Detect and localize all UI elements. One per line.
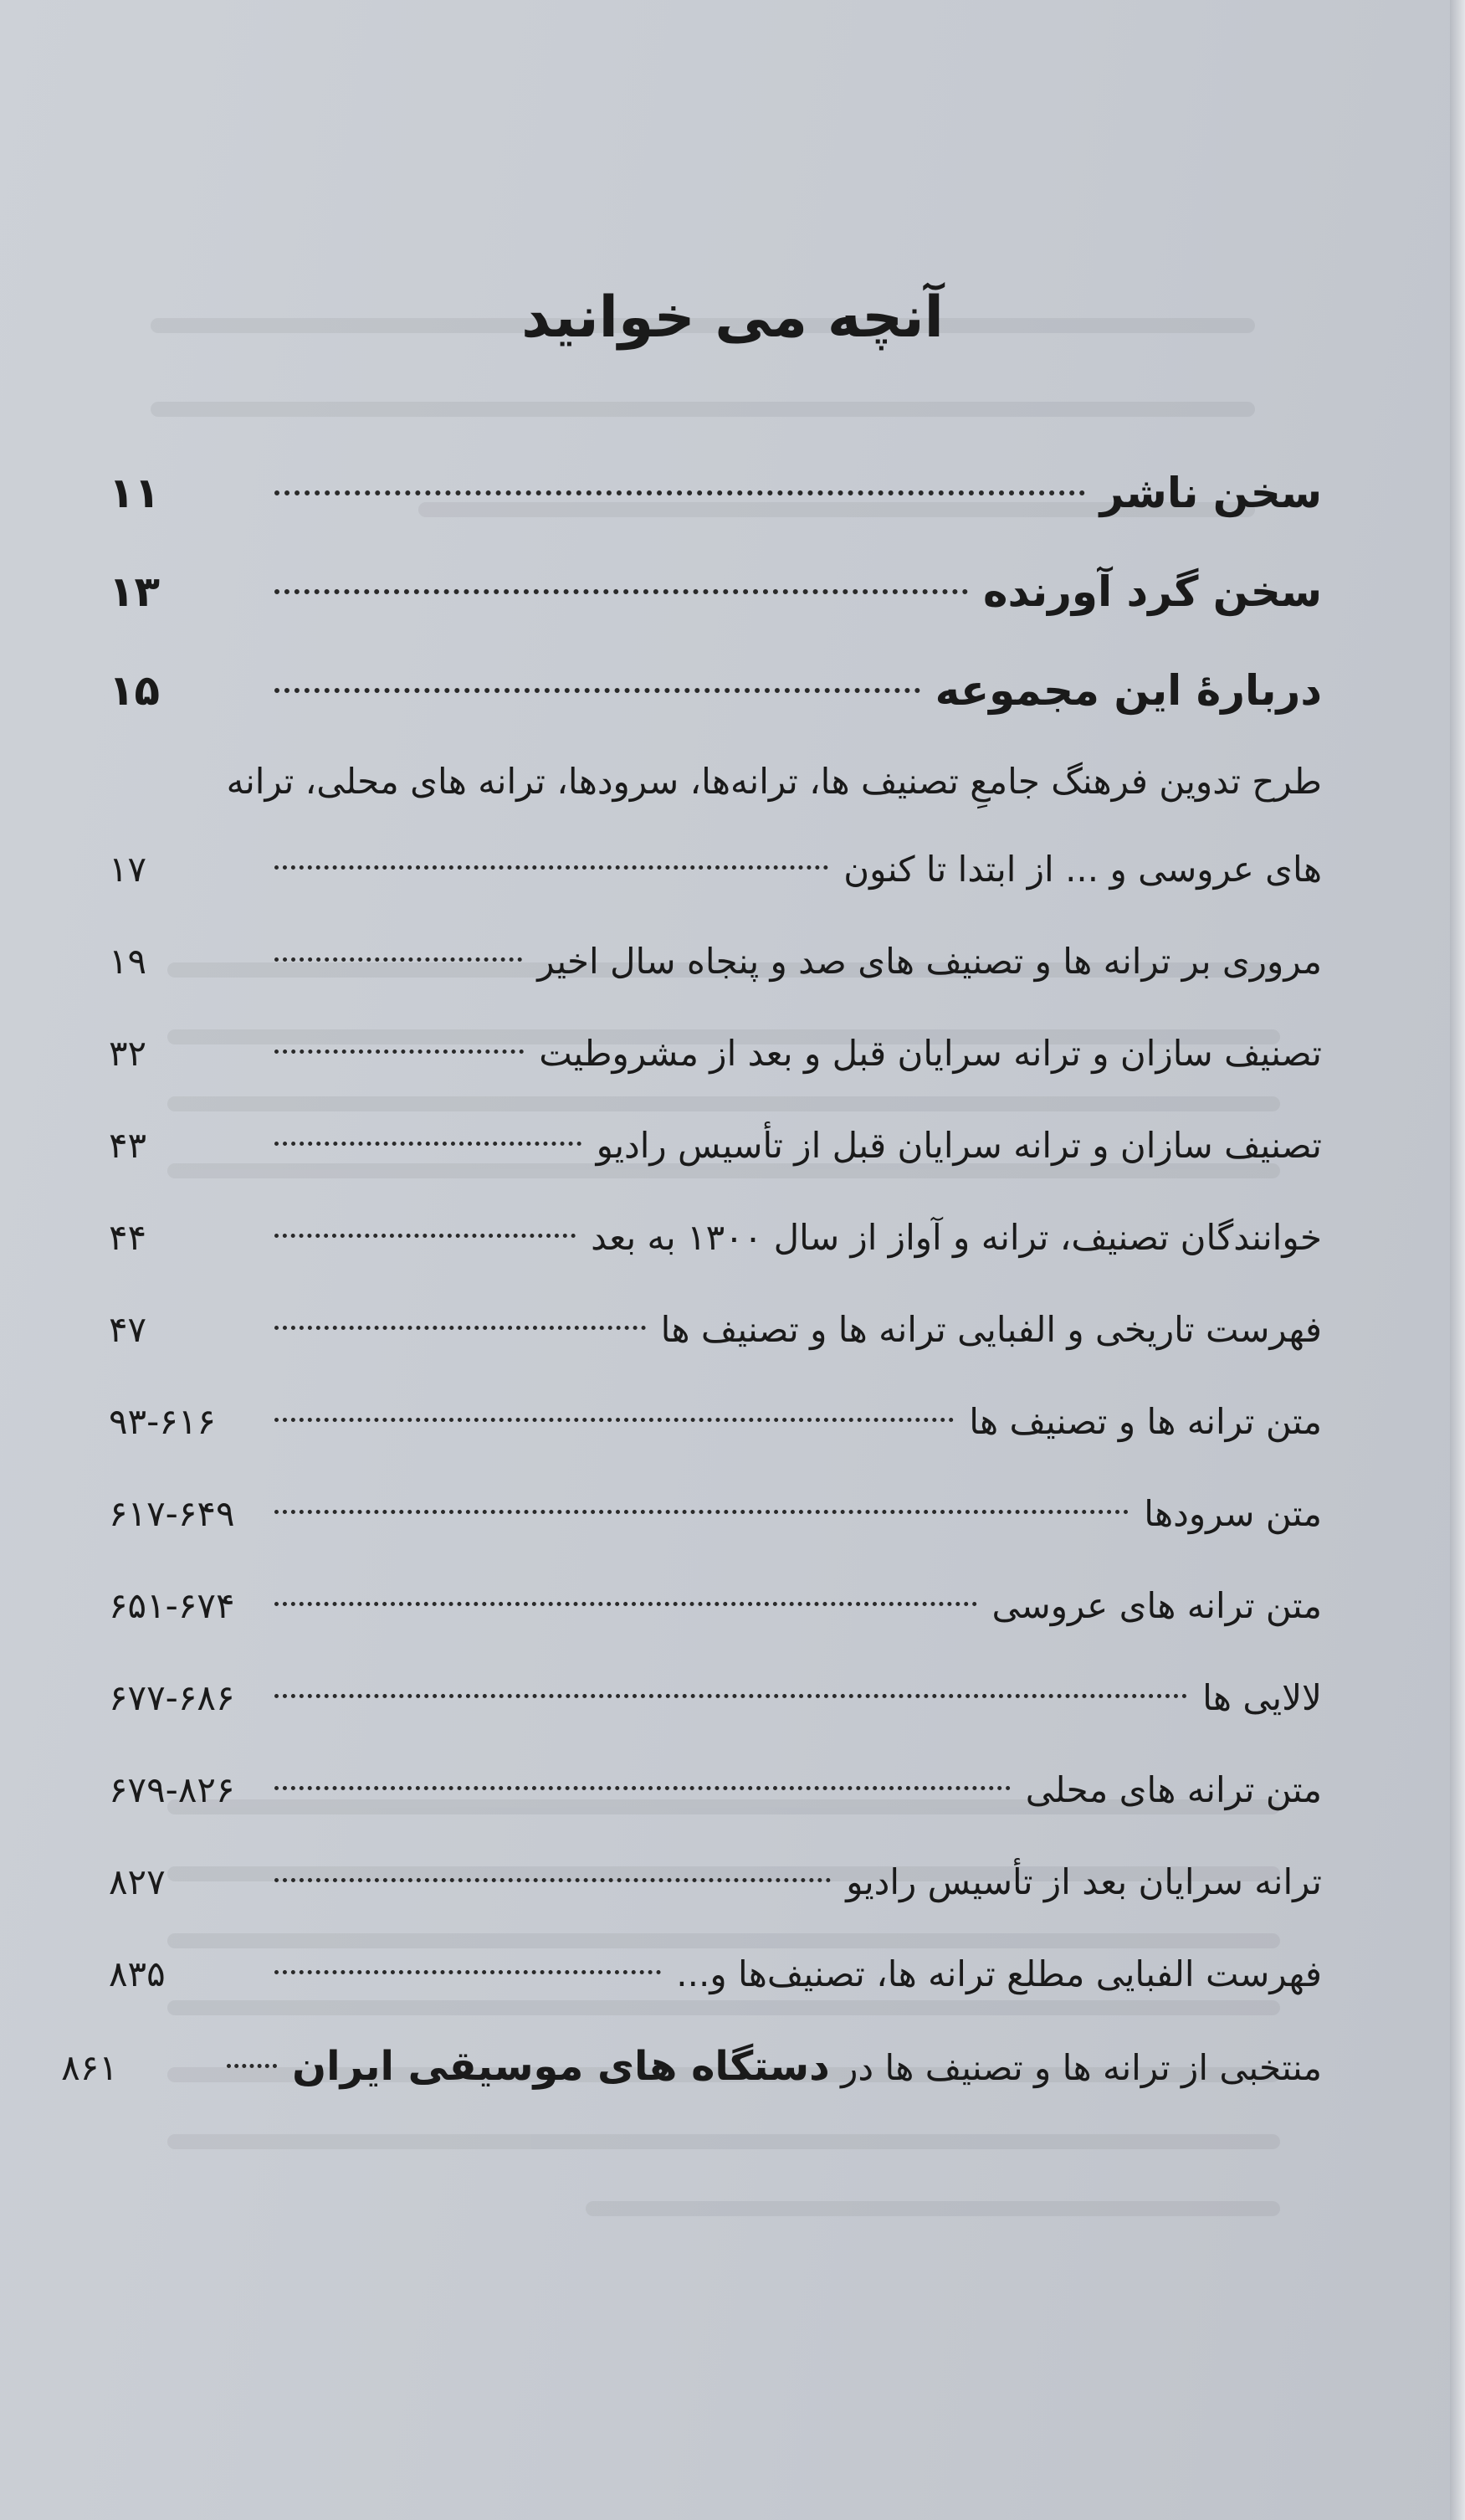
toc-entry-title: تصنیف سازان و ترانه سرایان قبل و بعد از مشروطیت: [539, 1033, 1322, 1074]
toc-page-number: ۸۲۷: [109, 1861, 166, 1902]
toc-entry-title: مروری بر ترانه ها و تصنیف های صد و پنجاه سال اخیر: [537, 941, 1322, 982]
toc-entry-title: تصنیف سازان و ترانه سرایان قبل از تأسیس رادیو: [596, 1125, 1322, 1166]
page-edge: [1450, 0, 1465, 2520]
toc-entry-title: خوانندگان تصنیف، ترانه و آواز از سال ۱۳۰۰ به بعد: [591, 1217, 1322, 1258]
toc-page-number: ۶۷۹-۸۲۶: [109, 1769, 235, 1810]
toc-row-alphabetical-index[interactable]: [109, 1928, 1322, 2020]
toc-entry-title: سخن گرد آورنده: [982, 567, 1322, 616]
toc-row-post-radio[interactable]: [109, 1836, 1322, 1928]
toc-row-compiler-note[interactable]: [109, 542, 1322, 641]
dot-leader: [274, 1786, 1011, 1790]
toc-row-anthems[interactable]: [109, 1468, 1322, 1560]
toc-row-pre-radio[interactable]: [109, 1100, 1322, 1192]
toc-row-constitutional-era[interactable]: [109, 1008, 1322, 1100]
table-of-contents: [61, 444, 1322, 2112]
toc-page-number: ۱۹: [109, 941, 147, 982]
toc-entry-title: ترانه سرایان بعد از تأسیس رادیو: [846, 1861, 1322, 1902]
toc-page-number: ۸۳۵: [109, 1953, 166, 1994]
toc-page-number: ۶۵۱-۶۷۴: [109, 1585, 235, 1626]
toc-entry-title-line2: های عروسی و ... از ابتدا تا کنون: [843, 849, 1322, 890]
toc-entry-title: فهرست الفبایی مطلع ترانه ها، تصنیف‌ها و...: [676, 1953, 1322, 1994]
toc-page-number: ۴۴: [109, 1217, 147, 1258]
toc-page-number: ۱۵: [109, 666, 161, 715]
toc-row-overview[interactable]: [109, 916, 1322, 1008]
dot-leader: [274, 957, 522, 962]
dot-leader: [274, 1142, 581, 1146]
toc-row-historical-index[interactable]: [109, 1284, 1322, 1376]
dot-leader: [274, 688, 920, 693]
toc-row-lullabies[interactable]: [109, 1652, 1322, 1744]
toc-entry-title: لالایی ها: [1202, 1677, 1322, 1718]
dot-leader: [274, 1694, 1187, 1698]
toc-page-number: ۱۱: [109, 469, 161, 517]
toc-row-wedding-songs[interactable]: [109, 1560, 1322, 1652]
dot-leader: [274, 1234, 576, 1238]
toc-page-number: ۸۶۱: [61, 2047, 118, 2088]
dot-leader: [227, 2064, 277, 2068]
dot-leader: [274, 1970, 661, 1974]
toc-row-dictionary-plan-line2[interactable]: [109, 824, 1322, 916]
toc-page-number: ۴۳: [109, 1125, 147, 1166]
toc-row-folk-songs[interactable]: [109, 1744, 1322, 1836]
toc-entry-title: متن سرودها: [1144, 1493, 1322, 1534]
toc-entry-title: [292, 2020, 1322, 2114]
toc-entry-title: متن ترانه های عروسی: [991, 1585, 1322, 1626]
toc-row-singers[interactable]: [109, 1192, 1322, 1284]
toc-row-about-collection[interactable]: [109, 641, 1322, 740]
toc-entry-title-bold: دستگاه های موسیقی ایران: [292, 2043, 830, 2090]
toc-entry-title: متن ترانه ها و تصنیف ها: [969, 1401, 1322, 1442]
dot-leader: [274, 490, 1085, 495]
dot-leader: [274, 1326, 646, 1330]
dot-leader: [274, 589, 968, 594]
toc-page-number: ۴۷: [109, 1309, 147, 1350]
toc-page-number: ۶۷۷-۶۸۶: [109, 1677, 235, 1718]
page-title: آنچه می خوانید: [521, 285, 944, 351]
toc-entry-title: سخن ناشر: [1099, 469, 1322, 517]
dot-leader: [274, 1510, 1129, 1514]
dot-leader: [274, 865, 828, 870]
toc-page-number: ۹۳-۶۱۶: [109, 1401, 216, 1442]
dot-leader: [274, 1050, 524, 1054]
toc-page-number: ۳۲: [109, 1033, 147, 1074]
toc-row-publisher-note[interactable]: [109, 444, 1322, 542]
toc-entry-title: دربارهٔ این مجموعه: [935, 666, 1322, 715]
toc-entry-title-line1: طرح تدوین فرهنگ جامعِ تصنیف ها، ترانه‌ها، سرودها، ترانه های محلی، ترانه: [226, 761, 1322, 802]
toc-page-number: ۶۱۷-۶۴۹: [109, 1493, 235, 1534]
toc-page-number: ۱۷: [109, 849, 147, 890]
toc-row-dictionary-plan-line1[interactable]: [109, 740, 1322, 824]
dot-leader: [274, 1418, 954, 1422]
toc-entry-title: متن ترانه های محلی: [1025, 1769, 1322, 1810]
toc-page-number: ۱۳: [109, 567, 161, 616]
toc-entry-title-plain: منتخبی از ترانه ها و تصنیف ها در: [841, 2047, 1322, 2088]
dot-leader: [274, 1602, 977, 1606]
toc-row-dastgah-selection[interactable]: [61, 2020, 1322, 2112]
toc-row-song-texts[interactable]: [109, 1376, 1322, 1468]
toc-entry-title: فهرست تاریخی و الفبایی ترانه ها و تصنیف ها: [660, 1309, 1322, 1350]
dot-leader: [274, 1878, 831, 1882]
